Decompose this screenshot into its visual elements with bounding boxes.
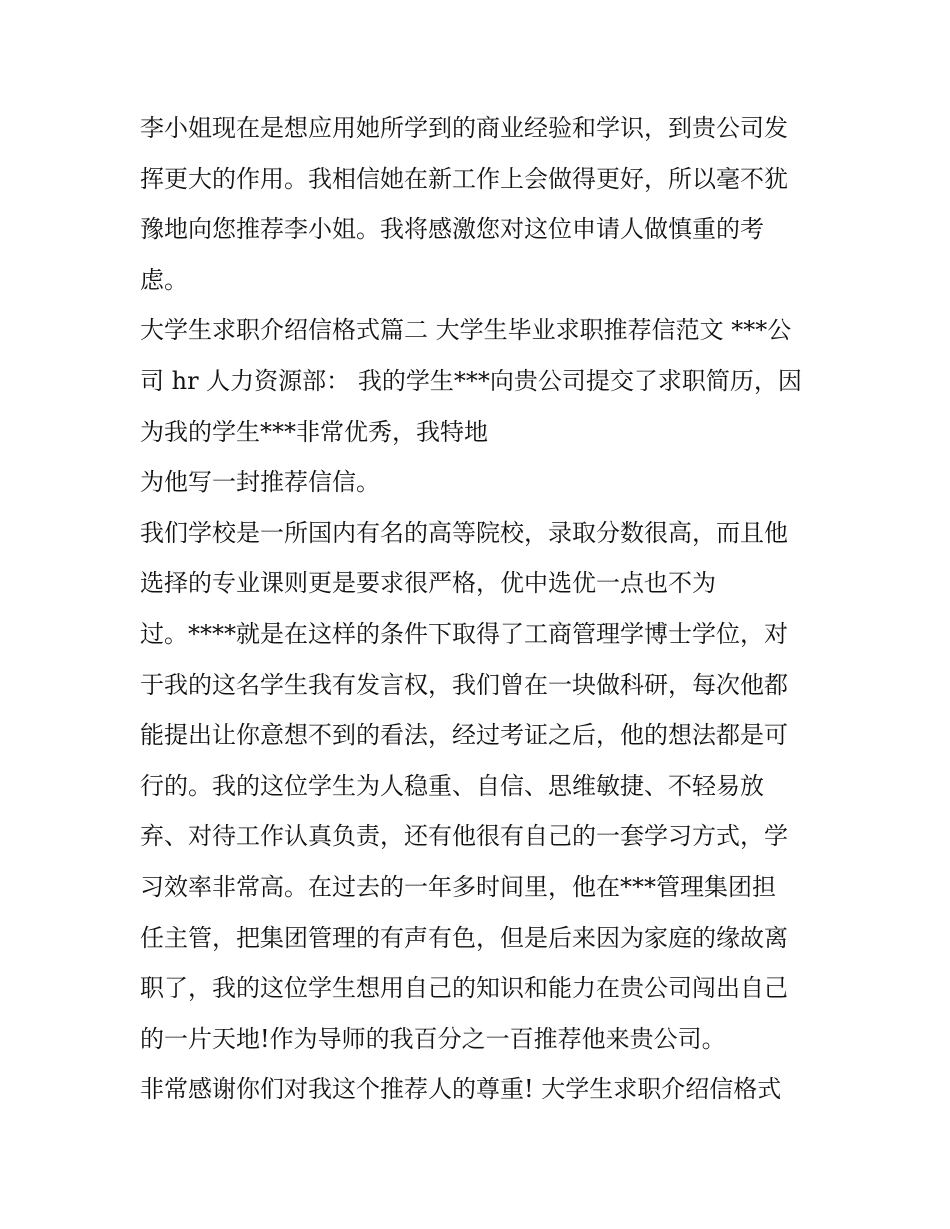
text-line: 为他写一封推荐信信。 bbox=[140, 468, 380, 497]
text-line: 习效率非常高。在过去的一年多时间里，他在***管理集团担 bbox=[140, 872, 776, 901]
text-line: 豫地向您推荐李小姐。我将感激您对这位申请人做慎重的考 bbox=[140, 215, 764, 244]
text-line: 虑。 bbox=[140, 265, 188, 294]
text-line: 于我的这名学生我有发言权，我们曾在一块做科研，每次他都 bbox=[140, 670, 788, 699]
text-line: 李小姐现在是想应用她所学到的商业经验和学识，到贵公司发 bbox=[140, 114, 788, 142]
document-body bbox=[140, 103, 830, 1115]
text-line: 挥更大的作用。我相信她在新工作上会做得更好，所以毫不犹 bbox=[140, 164, 788, 193]
text-line: 能提出让你意想不到的看法，经过考证之后，他的想法都是可 bbox=[140, 721, 788, 750]
text-line: 司 hr 人力资源部： 我的学生***向贵公司提交了求职简历，因 bbox=[140, 366, 802, 395]
text-line: 大学生求职介绍信格式篇二 大学生毕业求职推荐信范文 ***公 bbox=[140, 316, 792, 345]
text-line: 行的。我的这位学生为人稳重、自信、思维敏捷、不轻易放 bbox=[140, 771, 764, 800]
text-line: 的一片天地!作为导师的我百分之一百推荐他来贵公司。 bbox=[140, 1024, 726, 1053]
text-line: 非常感谢你们对我这个推荐人的尊重! 大学生求职介绍信格式 bbox=[140, 1075, 782, 1104]
text-line: 为我的学生***非常优秀，我特地 bbox=[140, 417, 488, 446]
text-line: 选择的专业课则更是要求很严格，优中选优一点也不为 bbox=[140, 569, 716, 598]
text-line: 任主管，把集团管理的有声有色，但是后来因为家庭的缘故离 bbox=[140, 923, 788, 952]
text-line: 弃、对待工作认真负责，还有他很有自己的一套学习方式，学 bbox=[140, 822, 788, 851]
text-line: 我们学校是一所国内有名的高等院校，录取分数很高，而且他 bbox=[140, 518, 788, 547]
text-line: 职了，我的这位学生想用自己的知识和能力在贵公司闯出自己 bbox=[140, 974, 788, 1003]
text-line: 过。****就是在这样的条件下取得了工商管理学博士学位，对 bbox=[140, 619, 788, 648]
